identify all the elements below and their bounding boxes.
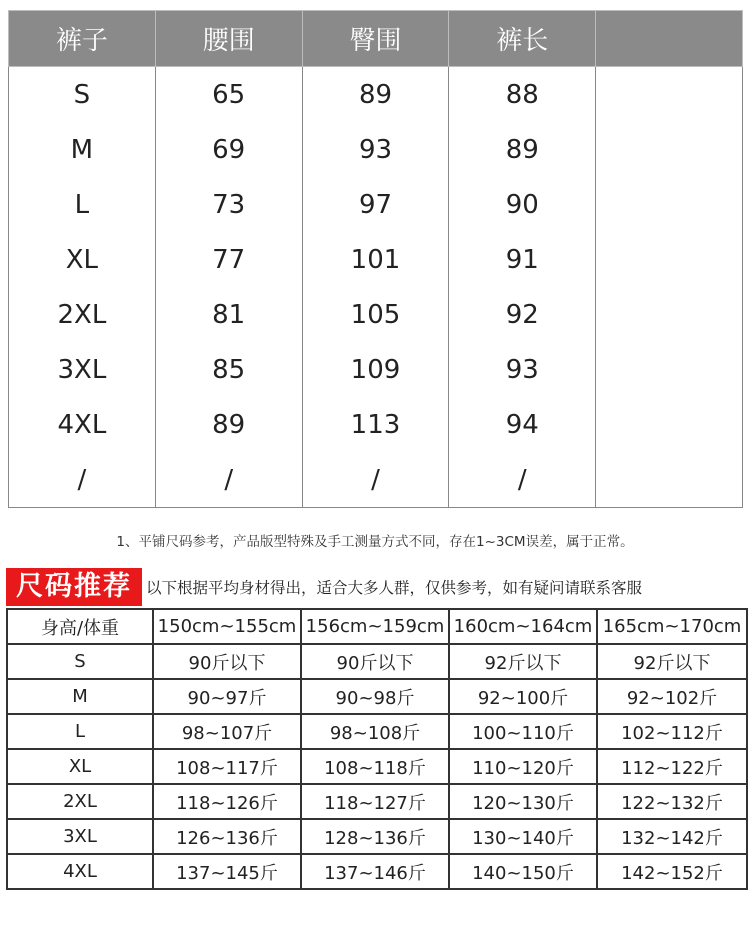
size-table-cell	[596, 452, 743, 508]
size-table-cell	[596, 67, 743, 123]
size-table-row	[9, 122, 743, 177]
recommend-table-cell: 120~130斤	[449, 784, 597, 819]
size-table-header-row	[9, 11, 743, 67]
recommend-table-cell: 90斤以下	[301, 644, 449, 679]
recommend-table-row	[7, 784, 747, 819]
size-table-cell: 88	[449, 67, 596, 123]
recommend-table-cell: S	[7, 644, 153, 679]
size-table-cell: 77	[155, 232, 302, 287]
measurement-note: 1、平铺尺码参考，产品版型特殊及手工测量方式不同，存在1~3CM误差，属于正常。	[116, 534, 634, 550]
recommend-table	[6, 608, 748, 890]
size-table-cell: 90	[449, 177, 596, 232]
recommend-description: 以下根据平均身材得出，适合大多人群，仅供参考，如有疑问请联系客服	[146, 579, 643, 597]
recommend-table-cell: 118~127斤	[301, 784, 449, 819]
size-table-cell: 94	[449, 397, 596, 452]
recommend-header-cell: 160cm~164cm	[449, 609, 597, 644]
recommend-table-cell: 132~142斤	[597, 819, 747, 854]
size-table-body	[9, 67, 743, 508]
recommend-table-cell: 100~110斤	[449, 714, 597, 749]
recommend-table-cell: 110~120斤	[449, 749, 597, 784]
size-table-cell: 93	[302, 122, 449, 177]
size-table-cell: L	[9, 177, 156, 232]
size-table-cell	[596, 122, 743, 177]
recommend-table-cell: 108~118斤	[301, 749, 449, 784]
size-table-cell: 4XL	[9, 397, 156, 452]
recommend-header-row	[7, 609, 747, 644]
recommend-table-cell: 128~136斤	[301, 819, 449, 854]
size-table-cell	[596, 397, 743, 452]
size-table-cell: 91	[449, 232, 596, 287]
size-table-cell: M	[9, 122, 156, 177]
size-table-cell: 109	[302, 342, 449, 397]
recommend-title: 尺码推荐	[6, 568, 142, 606]
recommend-table-cell: XL	[7, 749, 153, 784]
size-table-row	[9, 177, 743, 232]
recommend-header-cell: 身高/体重	[7, 609, 153, 644]
size-table-cell: 3XL	[9, 342, 156, 397]
size-table-cell: /	[302, 452, 449, 508]
header-cell-length: 裤长	[449, 11, 596, 67]
recommend-table-cell: 2XL	[7, 784, 153, 819]
size-table-cell: 81	[155, 287, 302, 342]
recommend-header-cell: 150cm~155cm	[153, 609, 301, 644]
recommend-table-cell: 3XL	[7, 819, 153, 854]
recommend-table-cell: 102~112斤	[597, 714, 747, 749]
size-table-cell: 101	[302, 232, 449, 287]
recommend-table-cell: 92~100斤	[449, 679, 597, 714]
recommend-table-row	[7, 819, 747, 854]
recommend-table-cell: 90斤以下	[153, 644, 301, 679]
size-table-cell	[596, 232, 743, 287]
size-table-cell: /	[449, 452, 596, 508]
size-table-cell: 89	[155, 397, 302, 452]
size-table-cell: /	[155, 452, 302, 508]
size-table-cell: XL	[9, 232, 156, 287]
recommend-table-cell: 126~136斤	[153, 819, 301, 854]
recommend-table-cell: 118~126斤	[153, 784, 301, 819]
recommend-table-cell: 90~97斤	[153, 679, 301, 714]
size-table-cell: 89	[302, 67, 449, 123]
size-table-row	[9, 287, 743, 342]
size-table-cell	[596, 177, 743, 232]
recommend-table-body	[7, 609, 747, 889]
recommend-table-cell: 92斤以下	[449, 644, 597, 679]
recommend-table-cell: 122~132斤	[597, 784, 747, 819]
size-table-cell: 92	[449, 287, 596, 342]
size-table	[8, 10, 743, 508]
recommend-table-cell: L	[7, 714, 153, 749]
header-cell-hip: 臀围	[302, 11, 449, 67]
size-table-row	[9, 342, 743, 397]
recommend-table-cell: 92~102斤	[597, 679, 747, 714]
header-cell-empty	[596, 11, 743, 67]
size-table-cell: 2XL	[9, 287, 156, 342]
size-table-cell: /	[9, 452, 156, 508]
size-table-cell: 93	[449, 342, 596, 397]
recommend-table-cell: 137~146斤	[301, 854, 449, 889]
size-table-row	[9, 452, 743, 508]
recommend-table-cell: 98~107斤	[153, 714, 301, 749]
size-table-cell: 69	[155, 122, 302, 177]
recommend-table-cell: 142~152斤	[597, 854, 747, 889]
size-table-cell: 89	[449, 122, 596, 177]
recommend-table-cell: 140~150斤	[449, 854, 597, 889]
size-table-row	[9, 232, 743, 287]
recommend-table-cell: 137~145斤	[153, 854, 301, 889]
header-cell-waist: 腰围	[155, 11, 302, 67]
recommend-table-cell: 112~122斤	[597, 749, 747, 784]
recommend-table-row	[7, 854, 747, 889]
size-table-cell	[596, 342, 743, 397]
size-table-cell: S	[9, 67, 156, 123]
recommend-table-row	[7, 714, 747, 749]
recommend-header	[6, 568, 746, 606]
recommend-table-row	[7, 749, 747, 784]
size-table-cell: 85	[155, 342, 302, 397]
size-table-cell: 113	[302, 397, 449, 452]
recommend-header-cell: 165cm~170cm	[597, 609, 747, 644]
recommend-table-cell: M	[7, 679, 153, 714]
recommend-table-cell: 92斤以下	[597, 644, 747, 679]
size-table-cell: 105	[302, 287, 449, 342]
recommend-table-row	[7, 679, 747, 714]
recommend-table-cell: 98~108斤	[301, 714, 449, 749]
size-table-cell: 73	[155, 177, 302, 232]
recommend-table-cell: 130~140斤	[449, 819, 597, 854]
recommend-table-row	[7, 644, 747, 679]
size-table-row	[9, 397, 743, 452]
size-table-cell	[596, 287, 743, 342]
recommend-table-cell: 90~98斤	[301, 679, 449, 714]
recommend-header-cell: 156cm~159cm	[301, 609, 449, 644]
recommend-table-cell: 4XL	[7, 854, 153, 889]
size-table-cell: 65	[155, 67, 302, 123]
size-table-cell: 97	[302, 177, 449, 232]
header-cell-pants: 裤子	[9, 11, 156, 67]
recommend-table-cell: 108~117斤	[153, 749, 301, 784]
size-table-row	[9, 67, 743, 123]
